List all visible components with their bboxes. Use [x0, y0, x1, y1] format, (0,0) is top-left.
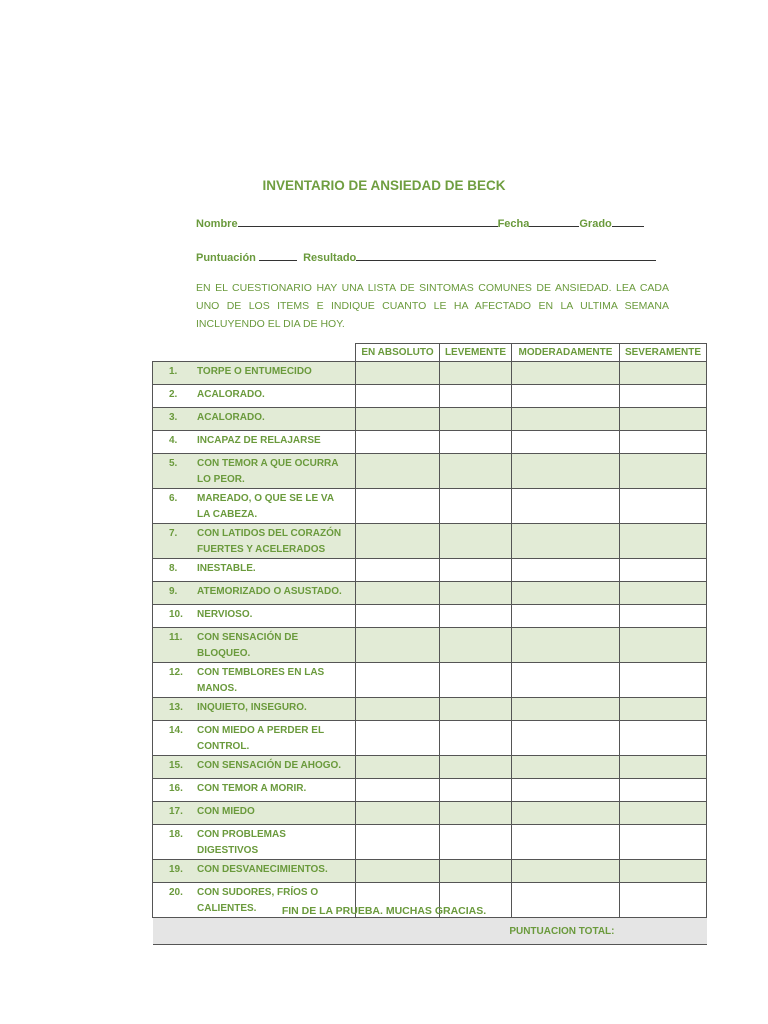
answer-cell[interactable]	[620, 628, 707, 663]
answer-cell[interactable]	[620, 408, 707, 431]
item-cell	[153, 489, 356, 524]
answer-cell[interactable]	[620, 559, 707, 582]
item-cell	[153, 431, 356, 454]
grado-field[interactable]	[612, 215, 644, 227]
answer-cell[interactable]	[440, 663, 512, 698]
table-row	[153, 663, 707, 698]
answer-cell[interactable]	[620, 582, 707, 605]
answer-cell[interactable]	[356, 802, 440, 825]
item-cell	[153, 628, 356, 663]
answer-cell[interactable]	[440, 431, 512, 454]
item-number: 7.	[169, 528, 178, 539]
document-title: INVENTARIO DE ANSIEDAD DE BECK	[262, 178, 506, 193]
answer-cell[interactable]	[512, 802, 620, 825]
item-number: 10.	[169, 609, 183, 620]
item-label: CON SUDORES, FRÍOS O CALIENTES.	[197, 887, 319, 914]
answer-cell[interactable]	[440, 524, 512, 559]
answer-cell[interactable]	[512, 698, 620, 721]
answer-cell[interactable]	[356, 385, 440, 408]
answer-cell[interactable]	[512, 559, 620, 582]
item-cell	[153, 408, 356, 431]
answer-cell[interactable]	[620, 454, 707, 489]
answer-cell[interactable]	[440, 756, 512, 779]
item-label: CON TEMOR A QUE OCURRA LO PEOR.	[197, 458, 339, 485]
item-cell	[153, 605, 356, 628]
answer-cell[interactable]	[512, 385, 620, 408]
instructions: EN EL CUESTIONARIO HAY UNA LISTA DE SINTOMAS COMUNES DE ANSIEDAD. LEA CADA UNO DE LOS ITEMS E INDIQUE CUANTO LE HA AFECTADO EN LA ULTIMA SEMANA INCLUYENDO EL DIA DE HOY.	[196, 282, 669, 330]
answer-cell[interactable]	[440, 721, 512, 756]
item-label: CON SENSACIÓN DE AHOGO.	[197, 760, 342, 771]
item-cell	[153, 663, 356, 698]
answer-cell[interactable]	[440, 489, 512, 524]
answer-cell[interactable]	[356, 454, 440, 489]
answer-cell[interactable]	[512, 362, 620, 385]
puntuacion-label: Puntuación	[196, 252, 256, 264]
item-number: 14.	[169, 725, 183, 736]
answer-cell[interactable]	[512, 454, 620, 489]
answer-cell[interactable]	[356, 721, 440, 756]
item-cell	[153, 582, 356, 605]
item-number: 18.	[169, 829, 183, 840]
item-number: 15.	[169, 760, 183, 771]
answer-cell[interactable]	[620, 431, 707, 454]
table-row	[153, 408, 707, 431]
item-label: CON DESVANECIMIENTOS.	[197, 864, 328, 875]
item-cell	[153, 825, 356, 860]
answer-cell[interactable]	[620, 663, 707, 698]
item-number: 6.	[169, 493, 178, 504]
answer-cell[interactable]	[620, 489, 707, 524]
answer-cell[interactable]	[356, 524, 440, 559]
answer-cell[interactable]	[440, 779, 512, 802]
item-label: CON TEMOR A MORIR.	[197, 783, 307, 794]
answer-cell[interactable]	[512, 489, 620, 524]
item-number: 11.	[169, 632, 183, 643]
item-cell	[153, 860, 356, 883]
answer-cell[interactable]	[512, 779, 620, 802]
item-label: INESTABLE.	[197, 563, 256, 574]
column-header: LEVEMENTE	[440, 344, 512, 362]
answer-cell[interactable]	[512, 860, 620, 883]
column-header: EN ABSOLUTO	[356, 344, 440, 362]
score-line	[196, 249, 656, 264]
answer-cell[interactable]	[356, 582, 440, 605]
footer-text: FIN DE LA PRUEBA. MUCHAS GRACIAS.	[281, 905, 487, 917]
item-number: 9.	[169, 586, 178, 597]
table-row	[153, 431, 707, 454]
item-cell	[153, 454, 356, 489]
answer-cell[interactable]	[356, 408, 440, 431]
answer-cell[interactable]	[440, 559, 512, 582]
item-number: 4.	[169, 435, 178, 446]
answer-cell[interactable]	[356, 663, 440, 698]
fecha-label: Fecha	[497, 218, 530, 230]
answer-cell[interactable]	[440, 408, 512, 431]
answer-cell[interactable]	[440, 825, 512, 860]
answer-cell[interactable]	[440, 454, 512, 489]
resultado-field[interactable]	[356, 249, 656, 261]
item-number: 3.	[169, 412, 178, 423]
table-row	[153, 559, 707, 582]
item-number: 12.	[169, 667, 183, 678]
answer-cell[interactable]	[356, 860, 440, 883]
total-row	[153, 918, 707, 945]
item-number: 2.	[169, 389, 178, 400]
table-row	[153, 605, 707, 628]
item-label: CON MIEDO A PERDER EL CONTROL.	[197, 725, 324, 752]
item-cell	[153, 362, 356, 385]
table-row	[153, 721, 707, 756]
answer-cell[interactable]	[356, 825, 440, 860]
answer-cell[interactable]	[356, 756, 440, 779]
item-label: CON LATIDOS DEL CORAZÓN FUERTES Y ACELERADOS	[197, 528, 342, 555]
answer-cell[interactable]	[620, 605, 707, 628]
grado-label: Grado	[579, 218, 612, 230]
item-number: 16.	[169, 783, 183, 794]
answer-cell[interactable]	[356, 628, 440, 663]
answer-cell[interactable]	[620, 779, 707, 802]
item-cell	[153, 385, 356, 408]
table-row	[153, 489, 707, 524]
table-row	[153, 454, 707, 489]
answer-cell[interactable]	[512, 825, 620, 860]
answer-cell[interactable]	[620, 385, 707, 408]
item-number: 19.	[169, 864, 183, 875]
item-cell	[153, 721, 356, 756]
answer-cell[interactable]	[440, 698, 512, 721]
answer-cell[interactable]	[620, 756, 707, 779]
answer-cell[interactable]	[440, 385, 512, 408]
item-cell	[153, 779, 356, 802]
answer-cell[interactable]	[440, 628, 512, 663]
answer-cell[interactable]	[620, 524, 707, 559]
item-label: ATEMORIZADO O ASUSTADO.	[197, 586, 342, 597]
item-label: INCAPAZ DE RELAJARSE	[197, 435, 321, 446]
item-number: 20.	[169, 887, 183, 898]
item-label: ACALORADO.	[197, 412, 265, 423]
answer-cell[interactable]	[620, 825, 707, 860]
resultado-label: Resultado	[303, 252, 357, 264]
answer-cell[interactable]	[620, 721, 707, 756]
item-cell	[153, 802, 356, 825]
item-number: 17.	[169, 806, 183, 817]
header-empty-cell	[153, 344, 356, 362]
item-number: 13.	[169, 702, 183, 713]
item-label: ACALORADO.	[197, 389, 265, 400]
item-number: 1.	[169, 366, 178, 377]
answer-cell[interactable]	[356, 605, 440, 628]
answer-cell[interactable]	[620, 698, 707, 721]
item-label: NERVIOSO.	[197, 609, 253, 620]
answer-cell[interactable]	[356, 779, 440, 802]
item-cell	[153, 756, 356, 779]
item-cell	[153, 698, 356, 721]
answer-cell[interactable]	[512, 721, 620, 756]
table-row	[153, 524, 707, 559]
item-number: 8.	[169, 563, 178, 574]
item-cell	[153, 524, 356, 559]
table-row	[153, 362, 707, 385]
answer-cell[interactable]	[512, 628, 620, 663]
nombre-field[interactable]	[238, 215, 498, 227]
answer-cell[interactable]	[440, 860, 512, 883]
nombre-label: Nombre	[196, 218, 238, 230]
answer-cell[interactable]	[356, 489, 440, 524]
answer-cell[interactable]	[512, 524, 620, 559]
answer-cell[interactable]	[440, 582, 512, 605]
symptom-table	[152, 343, 707, 945]
answer-cell[interactable]	[356, 559, 440, 582]
name-line	[196, 215, 644, 230]
item-number: 5.	[169, 458, 178, 469]
item-cell	[153, 559, 356, 582]
answer-cell[interactable]	[356, 362, 440, 385]
answer-cell[interactable]	[440, 362, 512, 385]
table-row	[153, 802, 707, 825]
answer-cell[interactable]	[620, 860, 707, 883]
column-header: MODERADAMENTE	[512, 344, 620, 362]
item-label: INQUIETO, INSEGURO.	[197, 702, 307, 713]
answer-cell[interactable]	[512, 663, 620, 698]
puntuacion-field[interactable]	[259, 249, 297, 261]
answer-cell[interactable]	[440, 605, 512, 628]
fecha-field[interactable]	[529, 215, 579, 227]
answer-cell[interactable]	[512, 582, 620, 605]
table-row	[153, 385, 707, 408]
item-label: MAREADO, O QUE SE LE VA LA CABEZA.	[197, 493, 334, 520]
table-row	[153, 825, 707, 860]
item-label: CON SENSACIÓN DE BLOQUEO.	[197, 632, 299, 659]
table-row	[153, 860, 707, 883]
total-label: PUNTUACION TOTAL:	[153, 918, 707, 945]
answer-cell[interactable]	[512, 756, 620, 779]
item-label: CON MIEDO	[197, 806, 255, 817]
answer-cell[interactable]	[440, 802, 512, 825]
table-header	[153, 344, 707, 362]
table-row	[153, 779, 707, 802]
answer-cell[interactable]	[620, 802, 707, 825]
answer-cell[interactable]	[512, 605, 620, 628]
table-row	[153, 582, 707, 605]
answer-cell[interactable]	[356, 698, 440, 721]
answer-cell[interactable]	[620, 362, 707, 385]
answer-cell[interactable]	[512, 408, 620, 431]
answer-cell[interactable]	[356, 431, 440, 454]
column-header: SEVERAMENTE	[620, 344, 707, 362]
answer-cell[interactable]	[512, 431, 620, 454]
table-row	[153, 756, 707, 779]
table-row	[153, 698, 707, 721]
item-label: CON TEMBLORES EN LAS MANOS.	[197, 667, 325, 694]
item-label: CON PROBLEMAS DIGESTIVOS	[197, 829, 286, 856]
table-row	[153, 628, 707, 663]
item-label: TORPE O ENTUMECIDO	[197, 366, 312, 377]
